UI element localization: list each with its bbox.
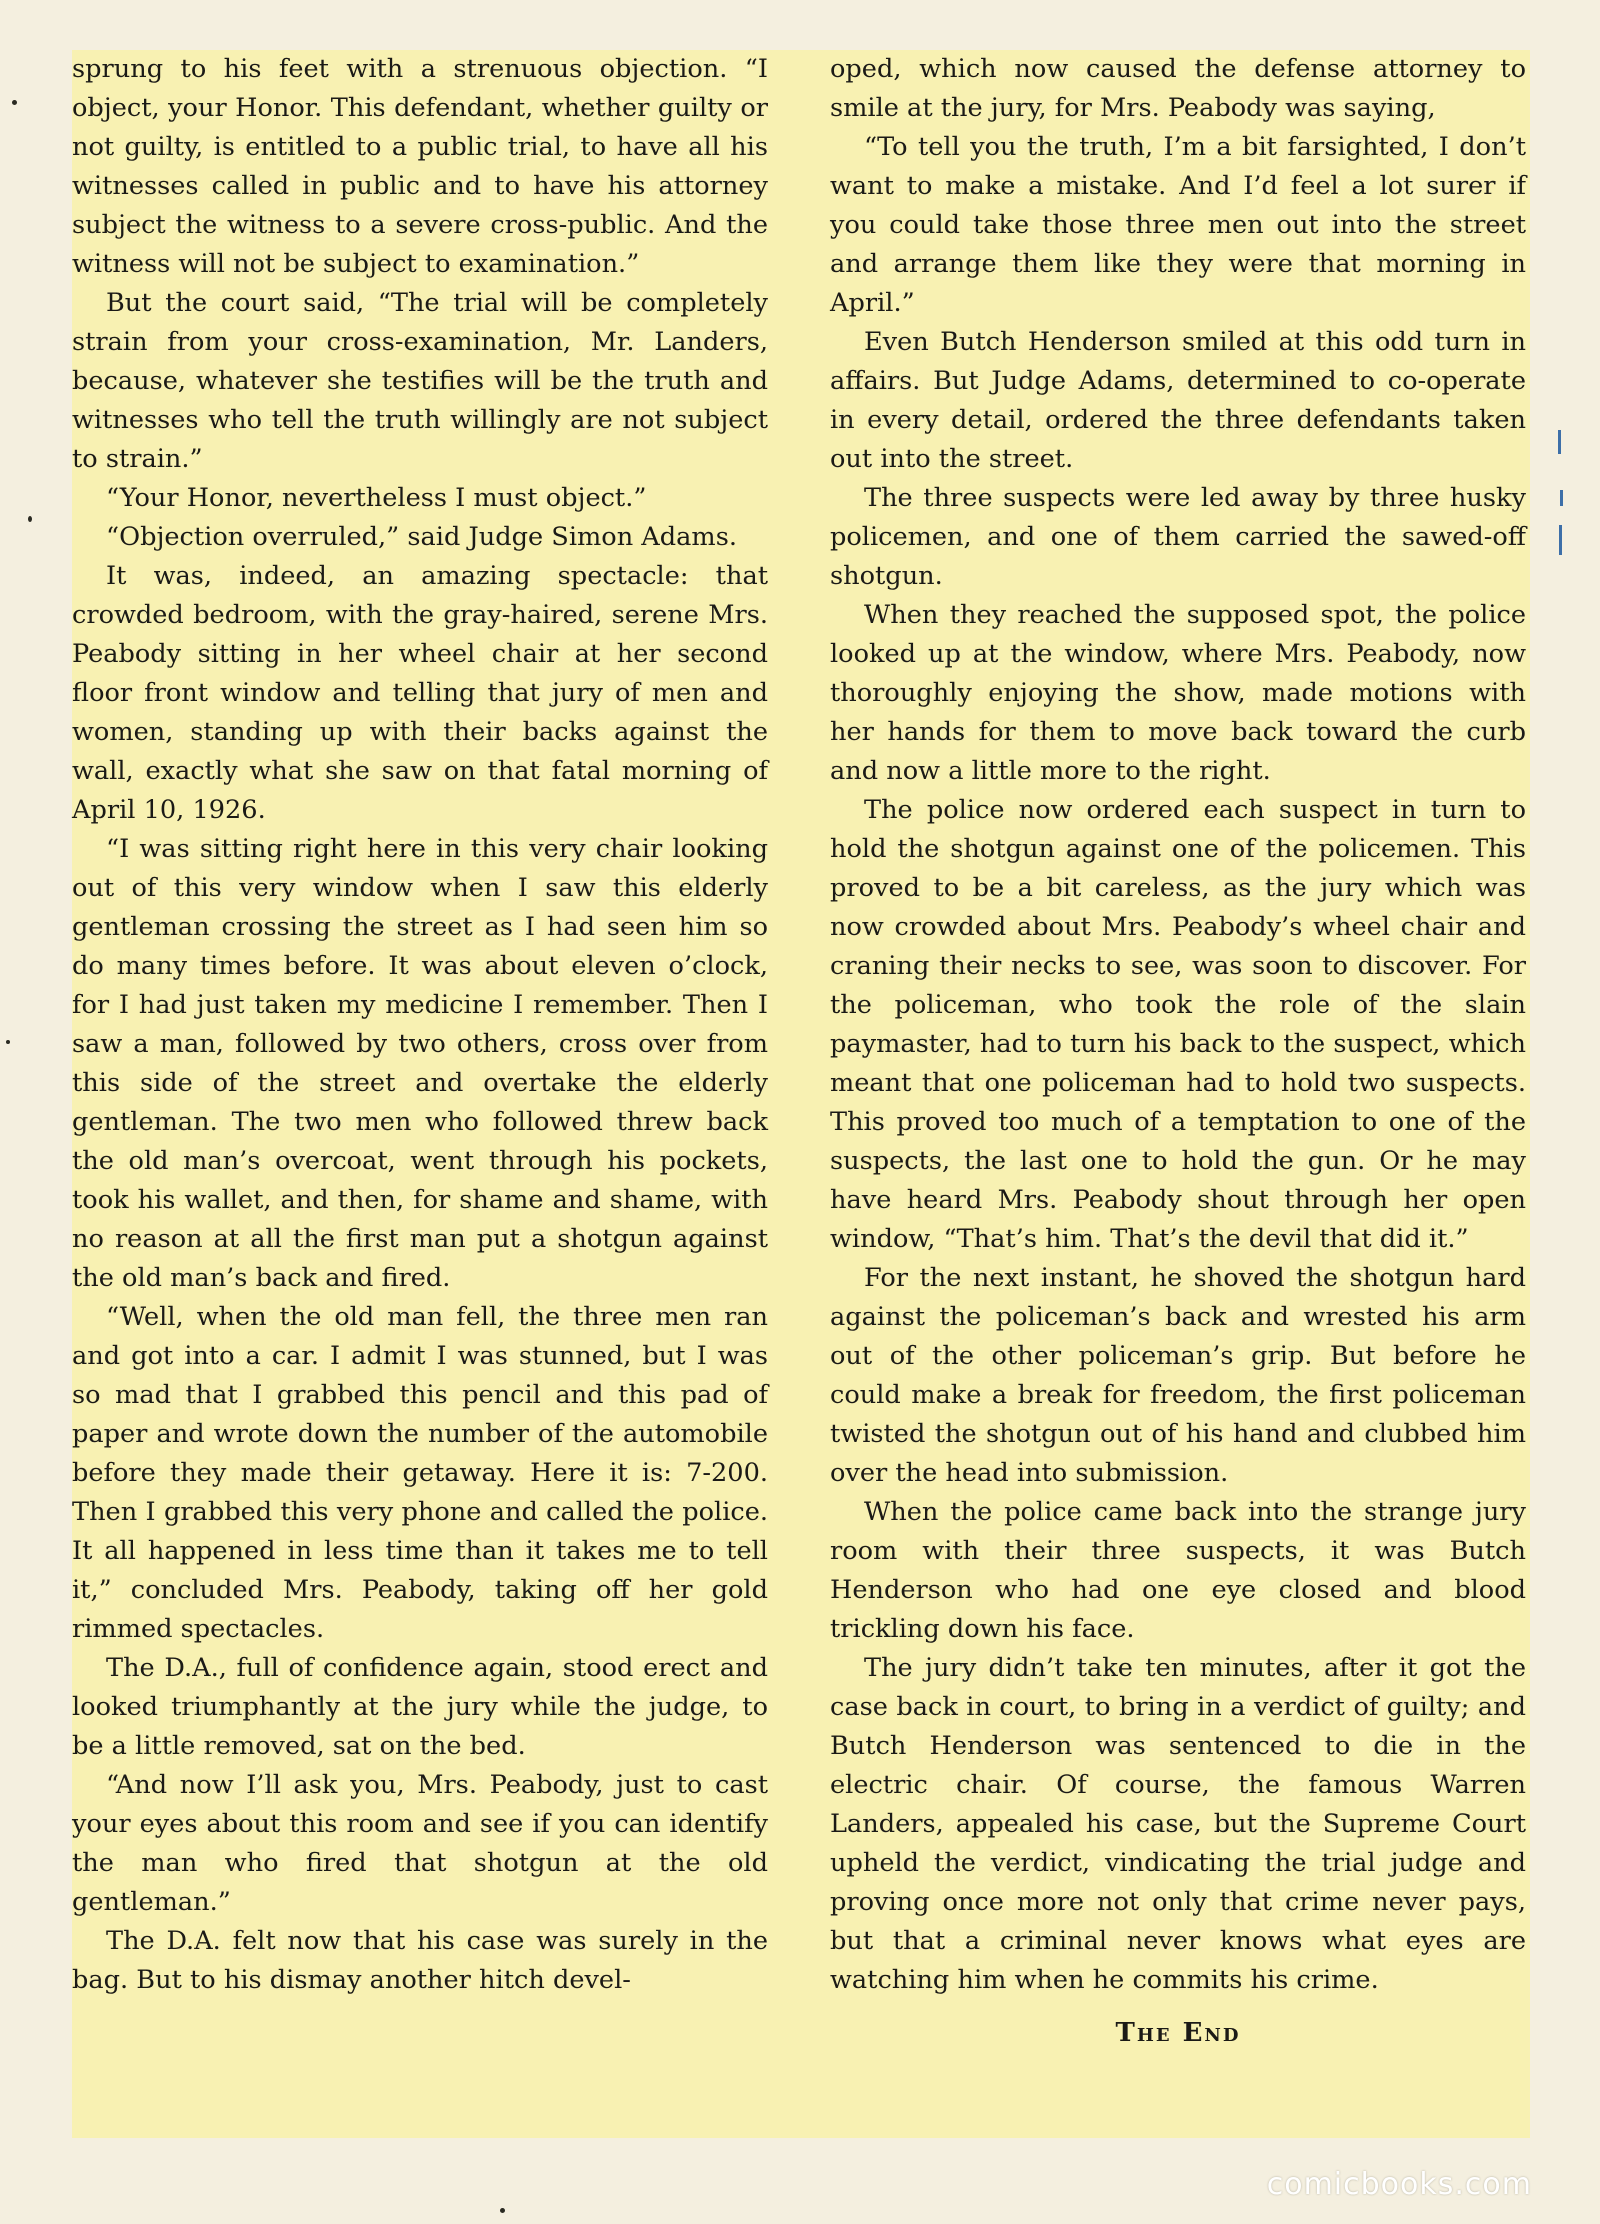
paragraph: For the next instant, he shoved the shotgun hard against the policeman’s back and wrested his arm out of the other policeman’s grip. But before he could make a break for freedom, the first policeman twisted the shotgun out of his hand and clubbed him over the head into submission. [830,1263,1526,1488]
paragraph: oped, which now caused the defense attorney to smile at the jury, for Mrs. Peabody was saying, [830,54,1526,123]
print-speck [500,2208,505,2213]
site-watermark: comicbooks.com [1266,2167,1532,2202]
paragraph: When the police came back into the strange jury room with their three suspects, it was Butch Henderson who had one eye closed and blood trickling down his face. [830,1497,1526,1644]
paragraph: The D.A., full of confidence again, stood erect and looked triumphantly at the jury while the judge, to be a little removed, sat on the bed. [72,1653,768,1761]
left-text-column [72,50,768,2000]
the-end-mark: The End [1115,2018,1241,2048]
paragraph: “To tell you the truth, I’m a bit farsighted, I don’t want to make a mistake. And I’d feel a lot surer if you could take those three men out into the street and arrange them like they were that morning in April.” [830,132,1526,318]
margin-mark [1560,490,1563,506]
right-text-column [830,50,1526,2053]
paragraph: “Your Honor, nevertheless I must object.” [106,483,647,513]
margin-mark [1559,525,1562,555]
paragraph: But the court said, “The trial will be completely strain from your cross-examination, Mr. Landers, because, whatever she testifies will be the truth and witnesses who tell the truth willingly are not subject to strain.” [72,288,768,474]
paragraph: sprung to his feet with a strenuous objection. “I object, your Honor. This defendant, whether guilty or not guilty, is entitled to a public trial, to have all his witnesses called in public and to have his attorney subject the witness to a severe cross-public. And the witness will not be subject to examination.” [72,54,768,279]
paragraph: The jury didn’t take ten minutes, after it got the case back in court, to bring in a verdict of guilty; and Butch Henderson was sentenced to die in the electric chair. Of course, the famous Warren Landers, appealed his case, but the Supreme Court upheld the verdict, vindicating the trial judge and proving once more not only that crime never pays, but that a criminal never knows what eyes are watching him when he commits his crime. [830,1653,1526,1995]
paragraph: Even Butch Henderson smiled at this odd turn in affairs. But Judge Adams, determined to co-operate in every detail, ordered the three defendants taken out into the street. [830,327,1526,474]
print-speck [6,1040,10,1044]
print-speck [12,100,17,105]
paragraph: The D.A. felt now that his case was surely in the bag. But to his dismay another hitch devel- [72,1926,768,1995]
paragraph: The police now ordered each suspect in turn to hold the shotgun against one of the policemen. This proved to be a bit careless, as the jury which was now crowded about Mrs. Peabody’s wheel chair and craning their necks to see, was soon to discover. For the policeman, who took the role of the slain paymaster, had to turn his back to the suspect, which meant that one policeman had to hold two suspects. This proved too much of a temptation to one of the suspects, the last one to hold the gun. Or he may have heard Mrs. Peabody shout through her open window, “That’s him. That’s the devil that did it.” [830,795,1526,1254]
print-speck [28,516,32,522]
paragraph: When they reached the supposed spot, the police looked up at the window, where Mrs. Peabody, now thoroughly enjoying the show, made motions with her hands for them to move back toward the curb and now a little more to the right. [830,600,1526,786]
paragraph: “I was sitting right here in this very chair looking out of this very window when I saw this elderly gentleman crossing the street as I had seen him so do many times before. It was about eleven o’clock, for I had just taken my medicine I remember. Then I saw a man, followed by two others, cross over from this side of the street and overtake the elderly gentleman. The two men who followed threw back the old man’s overcoat, went through his pockets, took his wallet, and then, for shame and shame, with no reason at all the first man put a shotgun against the old man’s back and fired. [72,834,768,1293]
paragraph: It was, indeed, an amazing spectacle: that crowded bedroom, with the gray-haired, serene Mrs. Peabody sitting in her wheel chair at her second floor front window and telling that jury of men and women, standing up with their backs against the wall, exactly what she saw on that fatal morning of April 10, 1926. [72,561,768,825]
paragraph: “Objection overruled,” said Judge Simon Adams. [106,522,737,552]
paragraph: “And now I’ll ask you, Mrs. Peabody, just to cast your eyes about this room and see if you can identify the man who fired that shotgun at the old gentleman.” [72,1770,768,1917]
paragraph: “Well, when the old man fell, the three men ran and got into a car. I admit I was stunned, but I was so mad that I grabbed this pencil and this pad of paper and wrote down the number of the automobile before they made their getaway. Here it is: 7-200. Then I grabbed this very phone and called the police. It all happened in less time than it takes me to tell it,” concluded Mrs. Peabody, taking off her gold rimmed spectacles. [72,1302,768,1644]
margin-mark [1558,430,1561,454]
paragraph: The three suspects were led away by three husky policemen, and one of them carried the sawed-off shotgun. [830,483,1526,591]
